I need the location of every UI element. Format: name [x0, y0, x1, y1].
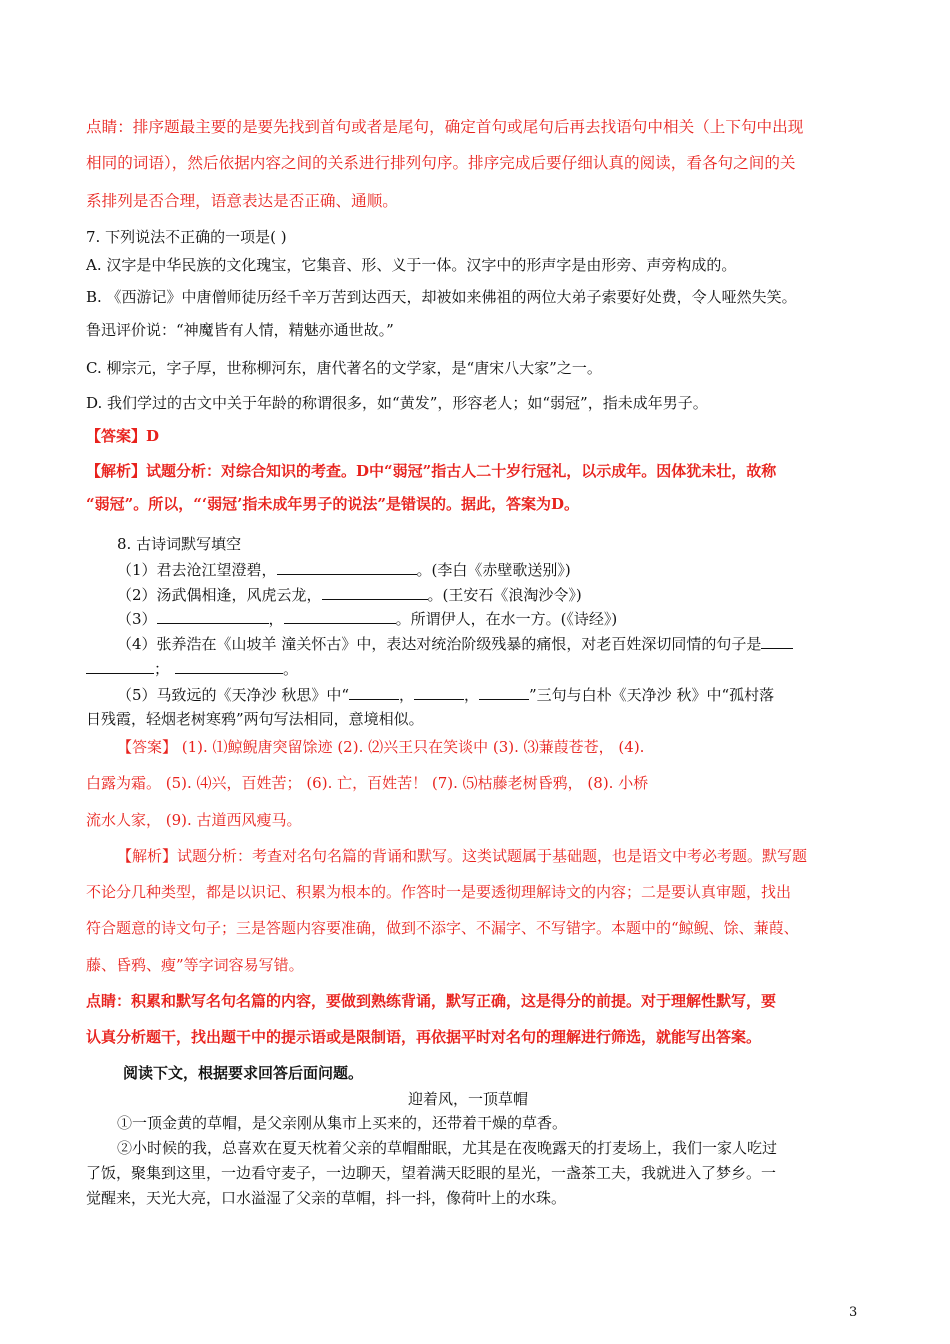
tip-line-2: 相同的词语），然后依据内容之间的关系进行排列句序。排序完成后要仔细认真的阅读，看各句之间的关 [86, 154, 796, 172]
question-7-option-b: B. 《西游记》中唐僧师徒历经千辛万苦到达西天，却被如来佛祖的两位大弟子索要好处费，令人哑然失笑。 [86, 288, 797, 306]
blank-4c [175, 659, 283, 674]
question-7-analysis-2: “弱冠”。所以，“‘弱冠’指未成年男子的说法”是错误的。据此，答案为D。 [86, 495, 579, 513]
reading-paragraph-1: ①一顶金黄的草帽，是父亲刚从集市上买来的，还带着干燥的草香。 [117, 1114, 568, 1132]
blank-3b [284, 609, 396, 624]
question-8-item-4: （4）张养浩在《山坡羊 潼关怀古》中，表达对统治阶级残暴的痛恨，对老百姓深切同情的句子是 [117, 634, 793, 654]
question-8-analysis-2: 不论分几种类型，都是以识记、积累为根本的。作答时一是要透彻理解诗文的内容；二是要认真审题，找出 [86, 883, 792, 901]
blank-4a [761, 634, 793, 649]
question-8-item-5-cont: 日残霞，轻烟老树寒鸦”两句写法相同，意境相似。 [86, 710, 424, 728]
question-8-analysis-4: 藤、昏鸦、瘦”等字词容易写错。 [86, 956, 304, 974]
reading-paragraph-2-line-2: 了饭，聚集到这里，一边看守麦子，一边聊天，望着满天眨眼的星光，一盏茶工夫，我就进入了梦乡。一 [86, 1164, 777, 1182]
question-8-answer-3: 流水人家， (9). 古道西风瘦马。 [86, 811, 302, 829]
question-8-item-2: （2）汤武偶相逢，风虎云龙， 。(王安石《浪淘沙令》) [117, 586, 582, 604]
blank-4b [86, 659, 154, 674]
question-8-analysis-1: 【解析】试题分析：考查对名句名篇的背诵和默写。这类试题属于基础题，也是语文中考必考题。默写题 [117, 847, 808, 865]
question-7-option-c: C. 柳宗元，字子厚，世称柳河东，唐代著名的文学家，是“唐宋八大家”之一。 [86, 359, 602, 377]
question-8-analysis-3: 符合题意的诗文句子；三是答题内容要准确，做到不添字、不漏字、不写错字。本题中的“鲸鲵、馀、蒹葭、 [86, 919, 799, 937]
reading-paragraph-2-line-1: ②小时候的我，总喜欢在夏天枕着父亲的草帽酣眠，尤其是在夜晚露天的打麦场上，我们一家人吃过 [117, 1139, 778, 1157]
question-8-item-3: （3） ， 。所谓伊人，在水一方。(《诗经》) [117, 610, 618, 628]
question-7-option-a: A. 汉字是中华民族的文化瑰宝，它集音、形、义于一体。汉字中的形声字是由形旁、声旁构成的。 [86, 256, 737, 274]
blank-3a [157, 609, 269, 624]
reading-instruction: 阅读下文，根据要求回答后面问题。 [123, 1064, 364, 1082]
question-7-option-b-cont: 鲁迅评价说：“神魔皆有人情，精魅亦通世故。” [86, 321, 394, 339]
question-8-answer-1: 【答案】 (1). ⑴鲸鲵唐突留馀迹 (2). ⑵兴王只在笑谈中 (3). ⑶蒹葭苍苍， (4). [117, 738, 645, 756]
blank-5c [479, 685, 529, 700]
question-8-item-1: （1）君去沧江望澄碧， 。(李白《赤壁歌送别》) [117, 561, 571, 579]
question-8-stem: 8. 古诗词默写填空 [117, 535, 242, 553]
question-7-option-d: D. 我们学过的古文中关于年龄的称谓很多，如“黄发”，形容老人；如“弱冠”，指未成年男子。 [86, 394, 708, 412]
reading-paragraph-2-line-3: 觉醒来，天光大亮，口水溢湿了父亲的草帽，抖一抖，像荷叶上的水珠。 [86, 1189, 567, 1207]
tip-line-1: 点睛：排序题最主要的是要先找到首句或者是尾句，确定首句或尾句后再去找语句中相关（上下句中出现 [86, 118, 804, 136]
page-number: 3 [849, 1305, 858, 1320]
question-7-analysis-1: 【解析】试题分析：对综合知识的考查。D中“弱冠”指古人二十岁行冠礼，以示成年。因体犹未壮，故称 [86, 462, 777, 480]
question-8-tip-2: 认真分析题干，找出题干中的提示语或是限制语，再依据平时对名句的理解进行筛选，就能写出答案。 [86, 1028, 762, 1046]
question-8-tip-1: 点睛：积累和默写名句名篇的内容，要做到熟练背诵，默写正确，这是得分的前提。对于理解性默写，要 [86, 992, 777, 1010]
blank-5a [349, 685, 399, 700]
blank-1 [277, 560, 417, 575]
question-7-stem: 7. 下列说法不正确的一项是( ) [86, 228, 287, 246]
reading-title: 迎着风，一顶草帽 [408, 1090, 529, 1108]
question-8-item-4-cont: ； 。 [86, 659, 298, 679]
blank-5b [414, 685, 464, 700]
tip-line-3: 系排列是否合理，语意表达是否正确、通顺。 [86, 192, 398, 210]
blank-2 [322, 585, 428, 600]
question-8-answer-2: 白露为霜。 (5). ⑷兴，百姓苦； (6). 亡，百姓苦！ (7). ⑸枯藤老树昏鸦， (8). 小桥 [86, 774, 649, 792]
question-7-answer: 【答案】D [86, 427, 160, 445]
question-8-item-5: （5）马致远的《天净沙 秋思》中“ ， ， ”三句与白朴《天净沙 秋》中“孤村落 [117, 686, 775, 704]
